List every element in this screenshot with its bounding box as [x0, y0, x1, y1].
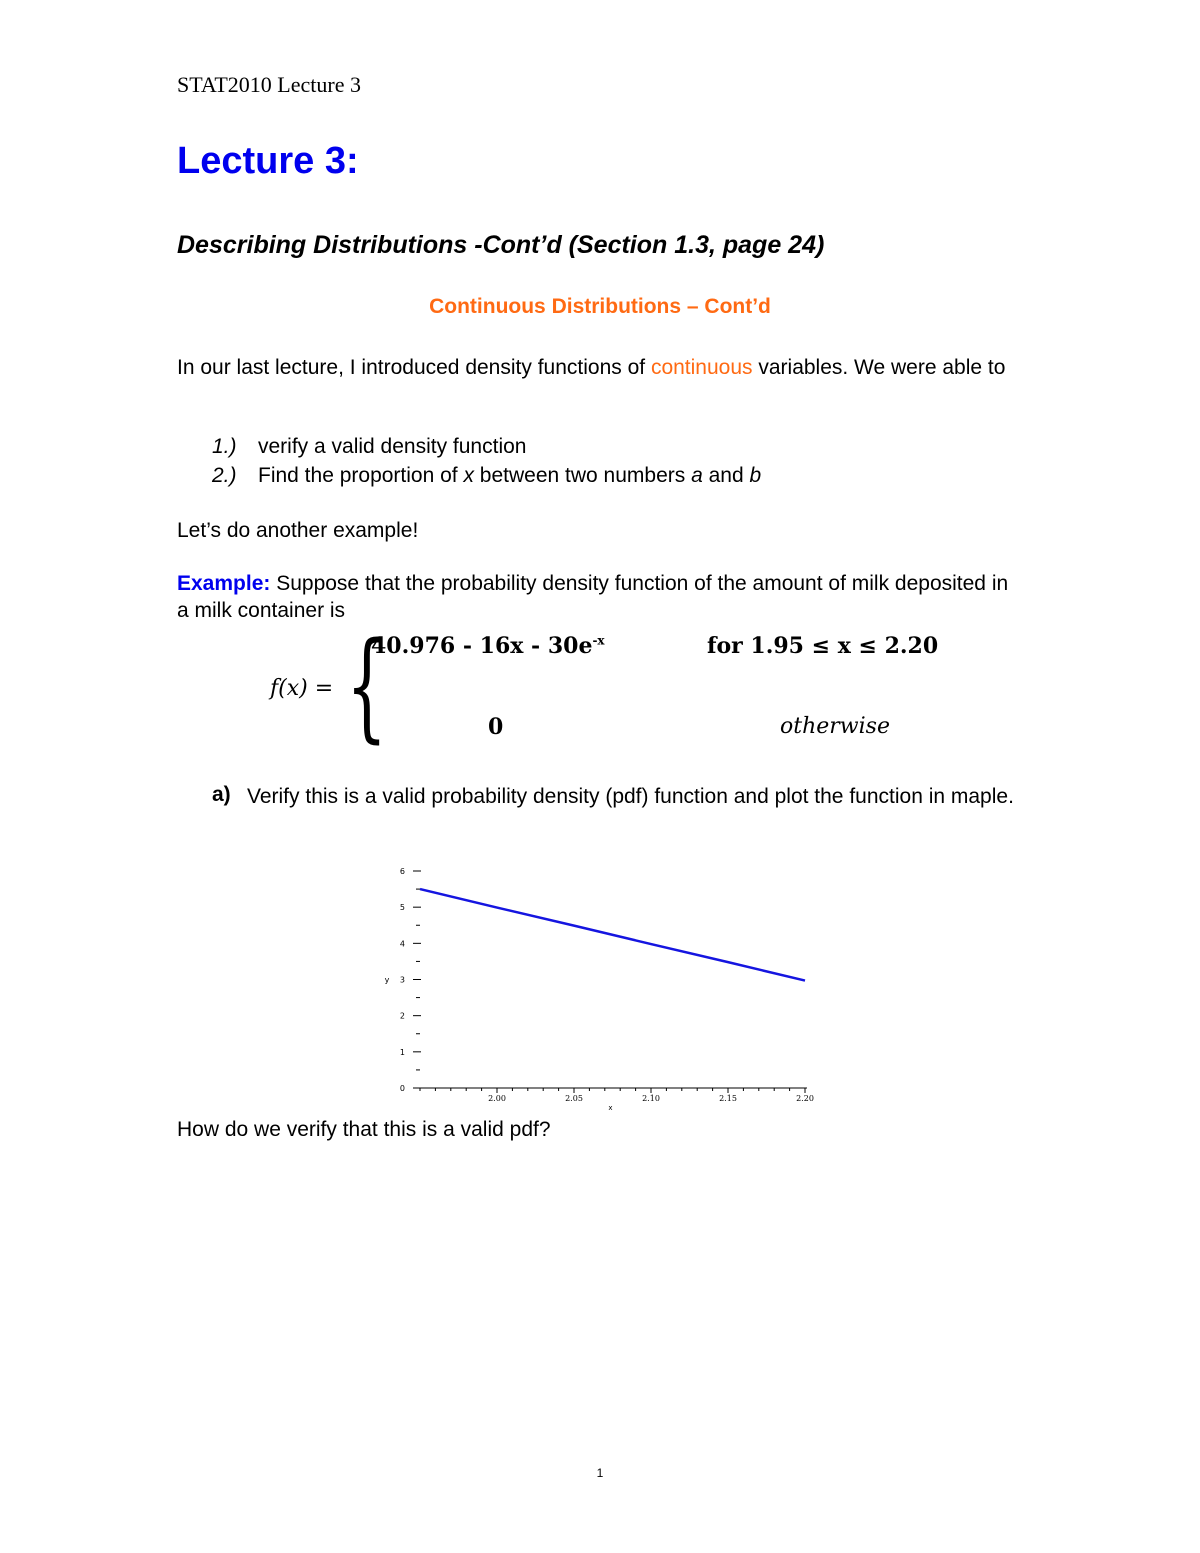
list-item: verify a valid density function: [258, 435, 527, 458]
y-tick-label: 4: [399, 939, 405, 949]
y-tick-label: 1: [399, 1047, 405, 1057]
list-item-text: Find the proportion of: [258, 464, 464, 487]
intro-text-end: variables. We were able to: [752, 356, 1006, 379]
part-a-label: a): [212, 783, 231, 806]
brace-icon: {: [346, 616, 388, 754]
case1-expression: 40.976 - 16x - 30e: [371, 633, 593, 659]
x-tick-label: 2.00: [488, 1094, 506, 1103]
equation-case2-expr: 0: [488, 714, 504, 740]
example-label: Example:: [177, 572, 271, 595]
example-paragraph: [177, 570, 1017, 624]
example-text: Suppose that the probability density function of the amount of milk deposited in a milk container is: [177, 572, 1009, 622]
variable-a: a: [691, 464, 703, 487]
intro-text: In our last lecture, I introduced density functions of: [177, 356, 651, 379]
y-tick-label: 2: [399, 1011, 405, 1021]
variable-b: b: [749, 464, 762, 487]
x-tick-label: 2.05: [565, 1094, 583, 1103]
lets-do-text: Let’s do another example!: [177, 519, 419, 542]
x-tick-label: 2.10: [642, 1094, 660, 1103]
list-item-number: 2.): [212, 464, 237, 487]
intro-paragraph: [177, 354, 1017, 381]
equation-case2-condition: otherwise: [780, 714, 890, 739]
y-tick-label: 6: [399, 867, 405, 876]
equation-case1-condition: for 1.95 ≤ x ≤ 2.20: [707, 633, 939, 659]
x-tick-label: 2.20: [796, 1094, 814, 1103]
running-head: STAT2010 Lecture 3: [177, 72, 361, 97]
list-item-text: between two numbers: [473, 464, 692, 487]
series-line: [420, 889, 805, 981]
case1-exponent: -x: [592, 633, 605, 648]
intro-highlight: continuous: [650, 356, 753, 379]
page-title: Lecture 3:: [177, 140, 359, 182]
equation-case1-expr: [371, 633, 605, 659]
list-item-number: 1.): [212, 435, 237, 458]
y-tick-label: 3: [399, 975, 405, 985]
page-number: 1: [596, 1466, 604, 1480]
pdf-line-chart: [375, 860, 825, 1115]
x-tick-label: 2.15: [719, 1094, 737, 1103]
y-tick-label: 0: [399, 1084, 405, 1093]
list-item: [258, 464, 761, 488]
variable-x: x: [463, 464, 474, 487]
section-heading: Continuous Distributions – Cont’d: [429, 295, 771, 318]
equation-lhs: f(x) =: [270, 676, 334, 701]
part-a-text: Verify this is a valid probability density (pdf) function and plot the function in maple.: [247, 785, 1014, 808]
list-item-text: and: [702, 464, 750, 487]
y-axis-label: y: [384, 975, 390, 985]
question-text: How do we verify that this is a valid pdf?: [177, 1118, 551, 1141]
x-axis-label: x: [608, 1104, 613, 1112]
page-subtitle: Describing Distributions -Cont’d (Section 1.3, page 24): [177, 231, 825, 259]
y-tick-label: 5: [399, 903, 405, 913]
